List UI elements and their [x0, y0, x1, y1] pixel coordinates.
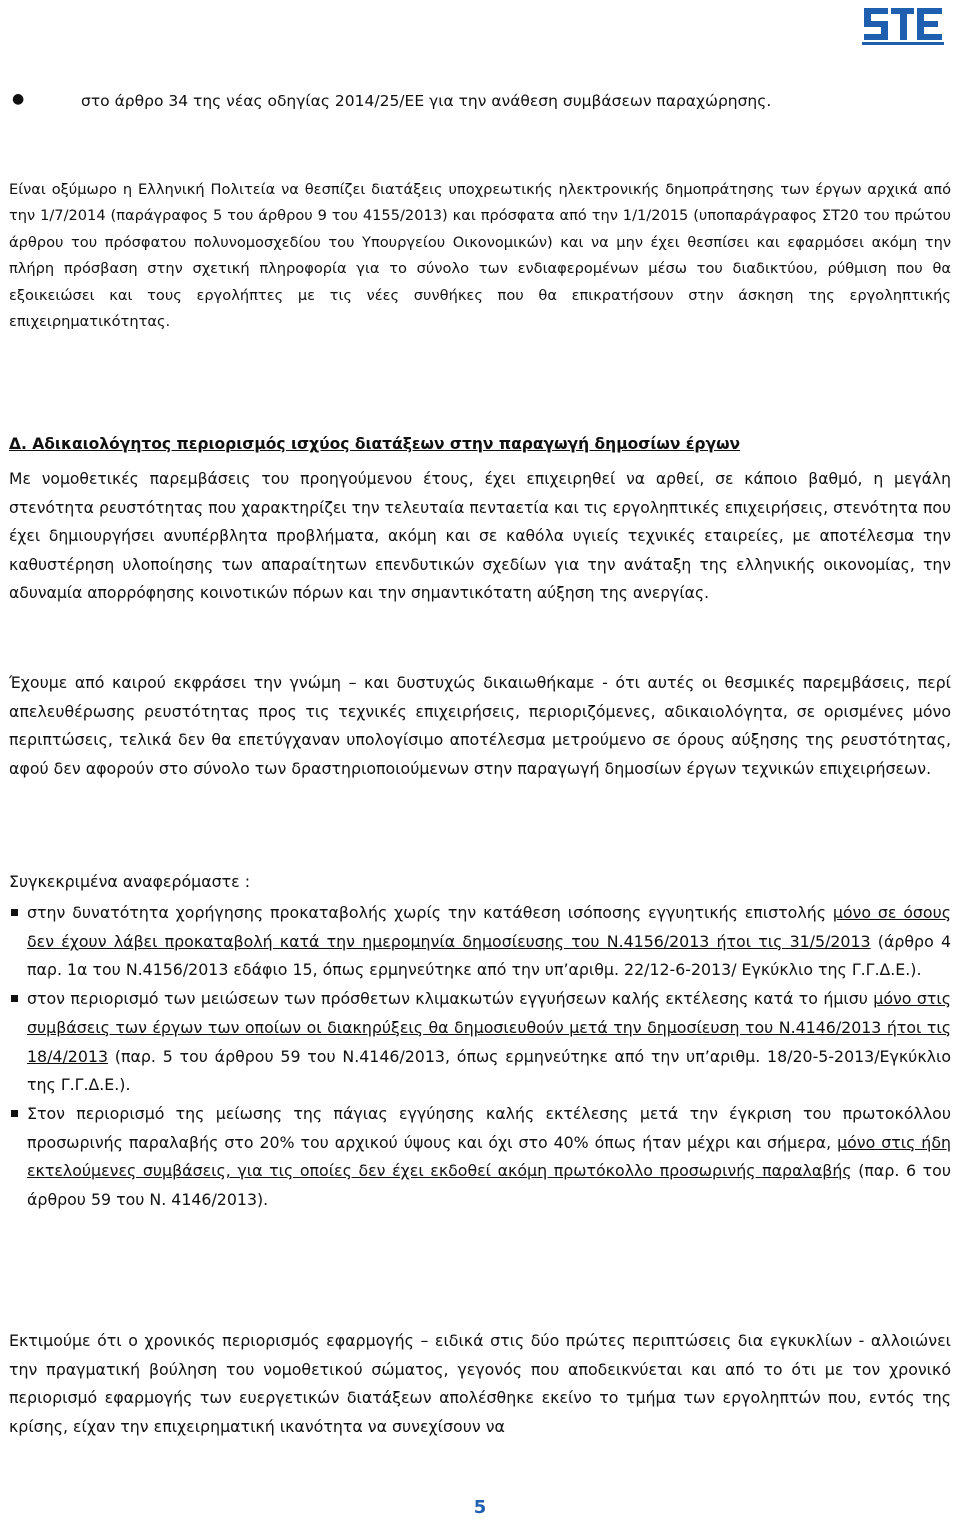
list-item-text: (άρθρο 4 παρ. 1α του Ν.4156/2013 εδάφιο 15, όπως ερμηνεύτηκε από την υπ’αριθμ. 22/12-6-2013/ Εγκύκλιο της Γ.Γ.Δ.Ε.). — [27, 931, 952, 980]
list-item — [9, 899, 951, 985]
section-heading: Δ. Αδικαιολόγητος περιορισμός ισχύος διατάξεων στην παραγωγή δημοσίων έργων — [9, 435, 741, 453]
paragraph-3: Έχουμε από καιρού εκφράσει την γνώμη – και δυστυχώς δικαιωθήκαμε - ότι αυτές οι θεσμικές παρεμβάσεις, περί απελευθέρωσης ρευστότητας προς τις τεχνικές επιχειρήσεις, περιοριζόμενες, αδικαιολόγητα, σε ορισμένες μόνο περιπτώσεις, τελικά δεν θα επετύγχαναν υπολογίσιμο αποτέλεσμα μετρούμενο σε όρους αύξησης της ρευστότητας, αφού δεν αφορούν στο σύνολο των δραστηριοποιούμενων στην παραγωγή δημοσίων έργων τεχνικών επιχειρήσεων. — [9, 673, 951, 779]
list-item-underlined: μόνο σε όσους δεν έχουν λάβει προκαταβολή κατά την ημερομηνία δημοσίευσης του Ν.4156/2013 ήτοι τις 31/5/2013 — [27, 903, 951, 951]
square-bullet-icon — [11, 995, 18, 1002]
list-item-underlined: μόνο στις ήδη εκτελούμενες συμβάσεις, για τις οποίες δεν έχει εκδοθεί ακόμη πρωτόκολλο προσωρινής παραλαβής — [27, 1132, 951, 1181]
references-list — [9, 899, 951, 1215]
square-bullet-icon — [11, 909, 18, 916]
bullet-dot: ● — [12, 91, 25, 107]
list-item-text: (παρ. 5 του άρθρου 59 του Ν.4146/2013, όπως ερμηνεύτηκε από την υπ’αριθμ. 18/20-5-2013/Εγκύκλιο της Γ.Γ.Δ.Ε.). — [27, 1046, 951, 1095]
sate-logo-icon — [858, 2, 948, 46]
list-item-text: (παρ. 6 του άρθρου 59 του Ν. 4146/2013). — [27, 1161, 951, 1210]
paragraph-5: Εκτιμούμε ότι ο χρονικός περιορισμός εφαρμογής – ειδικά στις δύο πρώτες περιπτώσεις δια εγκυκλίων - αλλοιώνει την πραγματική βούληση του νομοθετικού σώματος, γεγονός που αποδεικνύεται και από το ότι με τον χρονικό περιορισμό εφαρμογής των ευεργετικών διατάξεων απολέσθηκε εκείνο το τμήμα των εργοληπτών που, εντός της κρίσης, είχαν την επιχειρηματική ικανότητα να συνεχίσουν να — [9, 1331, 951, 1436]
paragraph-2: Με νομοθετικές παρεμβάσεις του προηγούμενου έτους, έχει επιχειρηθεί να αρθεί, σε κάποιο βαθμό, η μεγάλη στενότητα ρευστότητας που χαρακτηρίζει την τελευταία πενταετία και τις εργοληπτικές επιχειρήσεις, στενότητα που έχει δημιουργήσει ανυπέρβλητα προβλήματα, ακόμη και σε καθόλα υγιείς τεχνικές εταιρείες, με αποτέλεσμα την καθυστέρηση υλοποίησης των απαραίτητων επενδυτικών σχεδίων για την ανάταξη της ελληνικής οικονομίας, την αδυναμία απορρόφησης κοινοτικών πόρων και την σημαντικότατη αύξηση της ανεργίας. — [9, 470, 951, 603]
square-bullet-icon — [11, 1110, 18, 1117]
list-item-text: Στον περιορισμό της μείωσης της πάγιας εγγύησης καλής εκτέλεσης μετά την έγκριση του πρωτοκόλλου προσωρινής παραλαβής στο 20% του αρχικού ύψους και όχι στο 40% όπως ήταν μέχρι και σήμερα, — [27, 1103, 951, 1152]
organization-logo — [858, 2, 948, 46]
list-item-text: στον περιορισμό των μειώσεων των πρόσθετων κλιμακωτών εγγυήσεων καλής εκτέλεσης κατά το ήμισυ — [27, 989, 874, 1009]
list-item — [9, 985, 951, 1100]
list-item — [9, 1100, 951, 1215]
page-number: 5 — [473, 1497, 487, 1518]
bullet-intro-text: στο άρθρο 34 της νέας οδηγίας 2014/25/ΕΕ για την ανάθεση συμβάσεων παραχώρησης. — [81, 92, 772, 110]
list-item-underlined: μόνο στις συμβάσεις των έργων των οποίων οι διακηρύξεις θα δημοσιευθούν μετά την δημοσίευση του Ν.4146/2013 ήτοι τις 18/4/2013 — [27, 989, 951, 1066]
paragraph-1: Είναι οξύμωρο η Ελληνική Πολιτεία να θεσπίζει διατάξεις υποχρεωτικής ηλεκτρονικής δημοπράτησης των έργων αρχικά από την 1/7/2014 (παράγραφος 5 του άρθρου 9 του 4155/2013) και πρόσφατα από την 1/1/2015 (υποπαράγραφος ΣΤ20 του πρώτου άρθρου του πρόσφατου πολυνομοσχεδίου του Υπουργείου Οικονομικών) και να μην έχει θεσπίσει και εφαρμόσει ακόμη την πλήρη πρόσβαση στην σχετική πληροφορία για το σύνολο των ενδιαφερομένων μέσω του διαδικτύου, ρύθμιση που θα εξοικειώσει και τους εργολήπτες με τις νέες συνθήκες που θα επικρατήσουν στην άσκηση της εργοληπτικής επιχειρηματικότητας. — [9, 181, 951, 331]
list-item-text: στην δυνατότητα χορήγησης προκαταβολής χωρίς την κατάθεση ισόποσης εγγυητικής επιστολής — [27, 903, 833, 922]
paragraph-4: Συγκεκριμένα αναφερόμαστε : — [9, 872, 251, 891]
